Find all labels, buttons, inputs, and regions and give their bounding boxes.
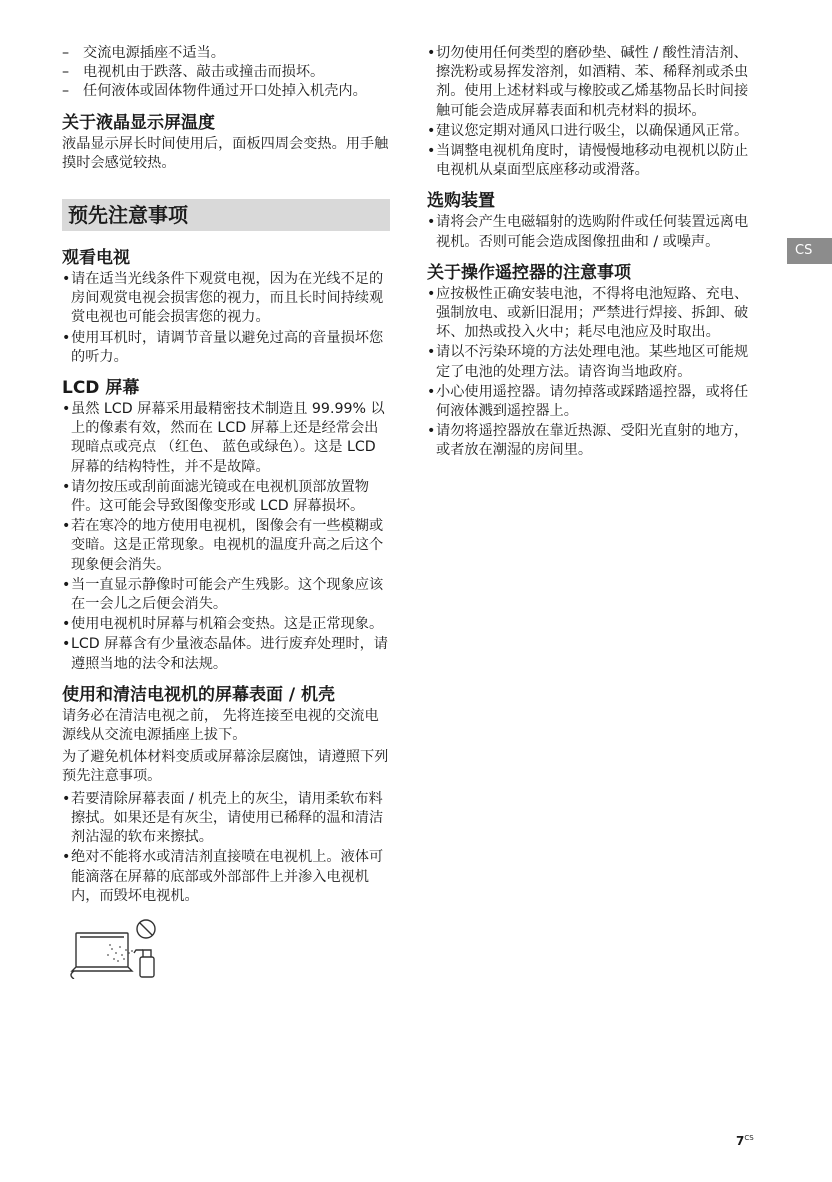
list-item: • 虽然 LCD 屏幕采用最精密技术制造且 99.99% 以上的像素有效，然而在 LCD 屏幕上还是经常会出现暗点或亮点 （红色、 蓝色或绿色）。这是 LCD 屏幕的结构特性，并不是故障。 — [62, 400, 390, 477]
lcd-temperature-text: 液晶显示屏长时间使用后，面板四周会变热。用手触摸时会感觉较热。 — [62, 135, 389, 171]
lcd-temperature-heading: 关于液晶显示屏温度 — [62, 112, 215, 133]
list-item: • 切勿使用任何类型的磨砂垫、碱性 / 酸性清洁剂、擦洗粉或易挥发溶剂，如酒精、苯、稀释剂或杀虫剂。使用上述材料或与橡胶或乙烯基物品长时间接触可能会造成屏幕表面和机壳材料的损坏。 — [427, 44, 755, 121]
list-item: – 交流电源插座不适当。 — [62, 44, 390, 63]
list-item: – 任何液体或固体物件通过开口处掉入机壳内。 — [62, 82, 390, 101]
page-number-value: 7 — [736, 1134, 745, 1148]
list-item: • 应按极性正确安装电池，不得将电池短路、充电、强制放电、或新旧混用；严禁进行焊接、拆卸、破坏、加热或投入火中；耗尽电池应及时取出。 — [427, 285, 755, 343]
no-spray-on-tv-icon — [66, 917, 176, 979]
cleaning-paragraph: 为了避免机体材料变质或屏幕涂层腐蚀，请遵照下列预先注意事项。 — [62, 749, 389, 785]
lcd-screen-heading: LCD 屏幕 — [62, 378, 140, 399]
list-item: • 请以不污染环境的方法处理电池。某些地区可能规定了电池的处理方法。请咨询当地政府。 — [427, 343, 755, 381]
dash-list — [62, 44, 390, 102]
list-item: • 若在寒冷的地方使用电视机，图像会有一些模糊或变暗。这是正常现象。电视机的温度升高之后这个现象便会消失。 — [62, 517, 390, 575]
language-tab: CS — [787, 238, 832, 264]
list-item: • 请勿按压或刮前面滤光镜或在电视机顶部放置物件。这可能会导致图像变形或 LCD 屏幕损坏。 — [62, 478, 390, 516]
list-item: • 请勿将遥控器放在靠近热源、受阳光直射的地方，或者放在潮湿的房间里。 — [427, 422, 755, 460]
left-column — [62, 44, 390, 985]
right-column — [427, 44, 755, 462]
list-item: • 建议您定期对通风口进行吸尘，以确保通风正常。 — [427, 122, 755, 141]
list-item: • 请将会产生电磁辐射的选购附件或任何装置远离电视机。否则可能会造成图像扭曲和 / 或噪声。 — [427, 213, 755, 251]
viewing-list — [62, 270, 390, 367]
lcd-screen-list — [62, 400, 390, 674]
page-number-suffix: CS — [744, 1134, 754, 1142]
list-item: • LCD 屏幕含有少量液态晶体。进行废弃处理时，请遵照当地的法令和法规。 — [62, 635, 390, 673]
remote-heading: 关于操作遥控器的注意事项 — [427, 262, 631, 283]
list-item: • 使用耳机时，请调节音量以避免过高的音量损坏您的听力。 — [62, 329, 390, 367]
cleaning-continued-list — [427, 44, 755, 180]
viewing-heading: 观看电视 — [62, 248, 130, 269]
optional-equipment-heading: 选购装置 — [427, 191, 495, 212]
precautions-banner: 预先注意事项 — [62, 199, 390, 231]
cleaning-heading: 使用和清洁电视机的屏幕表面 / 机壳 — [62, 684, 336, 705]
list-item: • 使用电视机时屏幕与机箱会变热。这是正常现象。 — [62, 615, 390, 634]
cleaning-paragraph: 请务必在清洁电视之前， 先将连接至电视的交流电源线从交流电源插座上拔下。 — [62, 707, 379, 744]
remote-list — [427, 285, 755, 461]
page-number — [736, 1134, 754, 1148]
cleaning-list — [62, 790, 390, 906]
list-item: • 请在适当光线条件下观赏电视，因为在光线不足的房间观赏电视会损害您的视力，而且长时间持续观赏电视也可能会损害您的视力。 — [62, 270, 390, 328]
list-item: • 当一直显示静像时可能会产生残影。这个现象应该在一会儿之后便会消失。 — [62, 576, 390, 614]
list-item: • 若要清除屏幕表面 / 机壳上的灰尘，请用柔软布料擦拭。如果还是有灰尘，请使用已稀释的温和清洁剂沾湿的软布来擦拭。 — [62, 790, 390, 848]
list-item: • 小心使用遥控器。请勿掉落或踩踏遥控器，或将任何液体溅到遥控器上。 — [427, 383, 755, 421]
optional-equipment-list — [427, 213, 755, 251]
list-item: • 当调整电视机角度时，请慢慢地移动电视机以防止电视机从桌面型底座移动或滑落。 — [427, 142, 755, 180]
list-item: • 绝对不能将水或清洁剂直接喷在电视机上。液体可能滴落在屏幕的底部或外部部件上并渗入电视机内，而毁坏电视机。 — [62, 848, 390, 906]
list-item: – 电视机由于跌落、敲击或撞击而损坏。 — [62, 63, 390, 82]
